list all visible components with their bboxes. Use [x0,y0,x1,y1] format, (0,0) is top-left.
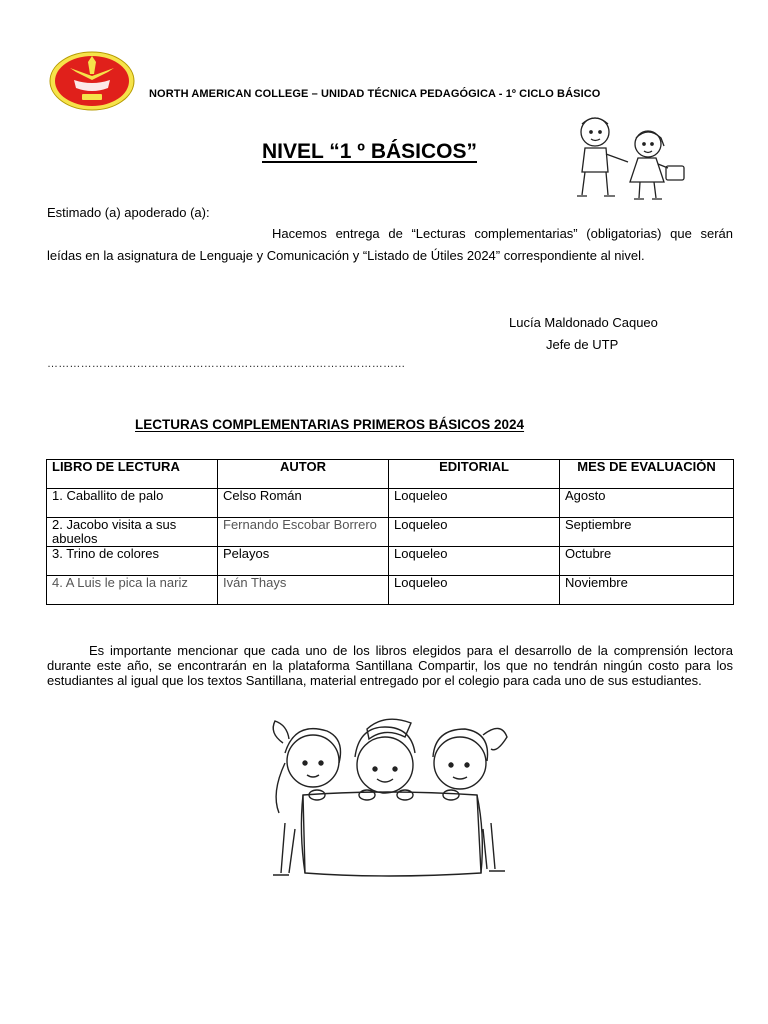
table-row [47,518,734,547]
book-cell: 1. Caballito de palo [47,489,218,518]
children-walking-icon [560,110,695,205]
column-header: LIBRO DE LECTURA [47,460,218,489]
book-cell: 3. Trino de colores [47,547,218,576]
table-row [47,489,734,518]
author-cell: Fernando Escobar Borrero [218,518,389,547]
institution-header: NORTH AMERICAN COLLEGE – UNIDAD TÉCNICA PEDAGÓGICA - 1º CICLO BÁSICO [149,88,601,100]
signer-role: Jefe de UTP [546,337,619,352]
school-crest-icon [48,50,136,112]
children-holding-banner-icon [255,713,520,885]
column-header: EDITORIAL [389,460,560,489]
signer-name: Lucía Maldonado Caqueo [509,315,658,330]
salutation: Estimado (a) apoderado (a): [47,205,210,220]
author-cell: Celso Román [218,489,389,518]
publisher-cell: Loqueleo [389,489,560,518]
month-cell: Octubre [560,547,734,576]
table-header-row [47,460,734,489]
intro-text: Hacemos entrega de “Lecturas complementarias” (obligatorias) que serán leídas en la asignatura de Lenguaje y Comunicación y “Listado de Útiles 2024” correspondiente al nivel. [47,226,733,263]
book-cell: 4. A Luis le pica la nariz [47,576,218,605]
table-row [47,547,734,576]
closing-paragraph [47,643,733,688]
author-cell: Iván Thays [218,576,389,605]
intro-paragraph [47,223,733,267]
month-cell: Agosto [560,489,734,518]
readings-table [46,459,734,605]
publisher-cell: Loqueleo [389,518,560,547]
month-cell: Septiembre [560,518,734,547]
page-title: NIVEL “1 º BÁSICOS” [262,140,477,163]
month-cell: Noviembre [560,576,734,605]
publisher-cell: Loqueleo [389,576,560,605]
column-header: AUTOR [218,460,389,489]
book-cell: 2. Jacobo visita a sus abuelos [47,518,218,547]
table-row [47,576,734,605]
author-cell: Pelayos [218,547,389,576]
dotted-separator: …………………………………………………………………………………… [47,358,406,370]
readings-title: LECTURAS COMPLEMENTARIAS PRIMEROS BÁSICOS 2024 [135,417,525,432]
column-header: MES DE EVALUACIÓN [560,460,734,489]
closing-text: Es importante mencionar que cada uno de los libros elegidos para el desarrollo de la comprensión lectora durante este año, se encontrarán en la plataforma Santillana Compartir, los que no tendrán ningún costo para los estudiantes al igual que los textos Santillana, material entregado por el colegio para cada uno de sus estudiantes. [47,643,733,688]
publisher-cell: Loqueleo [389,547,560,576]
